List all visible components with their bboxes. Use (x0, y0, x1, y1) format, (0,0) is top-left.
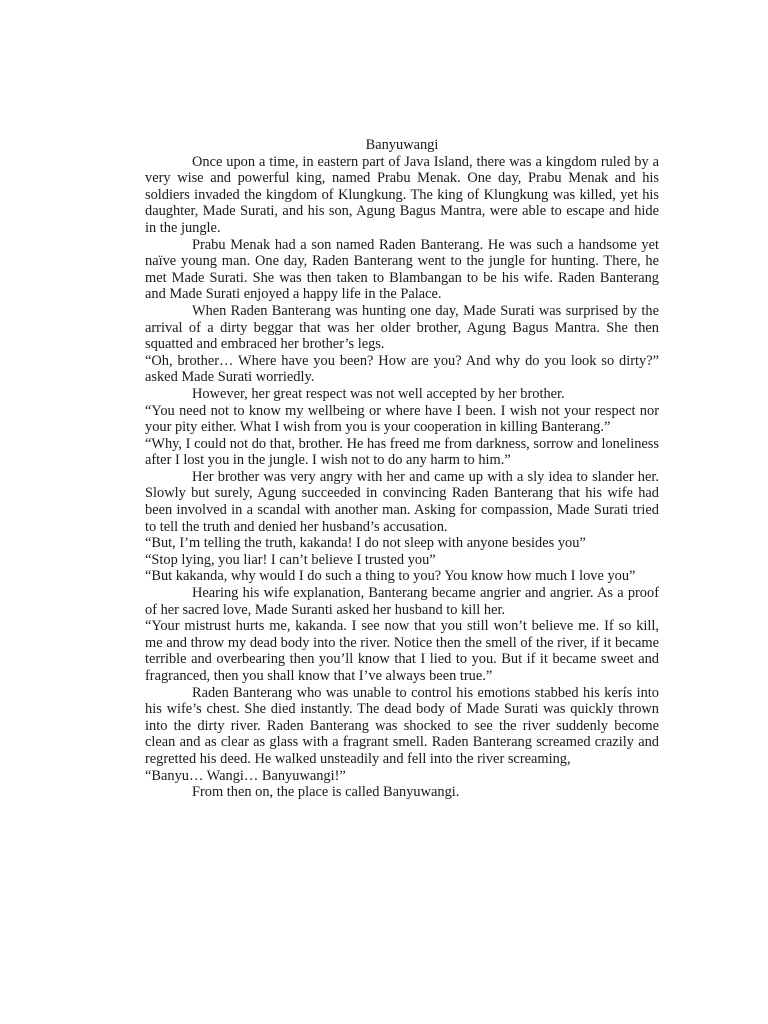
paragraph-respect-rejected: However, her great respect was not well accepted by her brother. (192, 385, 565, 402)
dialogue-how-much-love: “But kakanda, why would I do such a thing to you? You know how much I love you” (145, 568, 636, 585)
paragraph-stabbing: Raden Banterang who was unable to control his emotions stabbed his kerís into his wife’s chest. She died instantly. The dead body of Made Surati was quickly thrown into the dirty river. Raden Banterang was shocked to see the river suddenly become clean and as clear as glass with a fragrant smell. Raden Banterang screamed crazily and regretted his deed. He walked unsteadily and fell into the river screaming, (145, 684, 659, 767)
dialogue-telling-truth: “But, I’m telling the truth, kakanda! I do not sleep with anyone besides you” (145, 535, 586, 552)
paragraph-slander: Her brother was very angry with her and came up with a sly idea to slander her. Slowly but surely, Agung succeeded in convincing Raden Banterang that his wife had been involved in a scandal with another man. Asking for compassion, Made Surati tried to tell the truth and denied her husband’s accusation. (145, 468, 659, 535)
paragraph-beggar-arrival: When Raden Banterang was hunting one day, Made Surati was surprised by the arrival of a dirty beggar that was her older brother, Agung Bagus Mantra. She then squatted and embraced her brother’s legs. (145, 302, 659, 353)
document-page (145, 137, 659, 801)
dialogue-stop-lying: “Stop lying, you liar! I can’t believe I trusted you” (145, 551, 436, 568)
dialogue-mistrust: “Your mistrust hurts me, kakanda. I see now that you still won’t believe me. If so kill, me and throw my dead body into the river. Notice then the smell of the river, if it became terrible and overbearing then you’ll know that I lied to you. But if it became sweet and fragranced, then you shall know that I’ve always been true.” (145, 618, 659, 684)
paragraph-raden-banterang: Prabu Menak had a son named Raden Banterang. He was such a handsome yet naïve young man. One day, Raden Banterang went to the jungle for hunting. There, he met Made Surati. She was then taken to Blambangan to be his wife. Raden Banterang and Made Surati enjoyed a happy life in the Palace. (145, 236, 659, 303)
paragraph-intro: Once upon a time, in eastern part of Java Island, there was a kingdom ruled by a very wise and powerful king, named Prabu Menak. One day, Prabu Menak and his soldiers invaded the kingdom of Klungkung. The king of Klungkung was killed, yet his daughter, Made Surati, and his son, Agung Bagus Mantra, were able to escape and hide in the jungle. (145, 153, 659, 236)
dialogue-made-surati-greeting: “Oh, brother… Where have you been? How are you? And why do you look so dirty?” asked Made Surati worriedly. (145, 352, 659, 386)
dialogue-banyuwangi-scream: “Banyu… Wangi… Banyuwangi!” (145, 767, 346, 784)
dialogue-brother-demand: “You need not to know my wellbeing or where have I been. I wish not your respect nor your pity either. What I wish from you is your cooperation in killing Banterang.” (145, 402, 659, 436)
document-title: Banyuwangi (365, 137, 439, 153)
paragraph-angrier: Hearing his wife explanation, Banterang became angrier and angrier. As a proof of her sacred love, Made Suranti asked her husband to kill her. (145, 585, 659, 618)
paragraph-conclusion: From then on, the place is called Banyuwangi. (192, 784, 460, 801)
dialogue-made-surati-refusal: “Why, I could not do that, brother. He has freed me from darkness, sorrow and loneliness after I lost you in the jungle. I wish not to do any harm to him.” (145, 435, 659, 469)
